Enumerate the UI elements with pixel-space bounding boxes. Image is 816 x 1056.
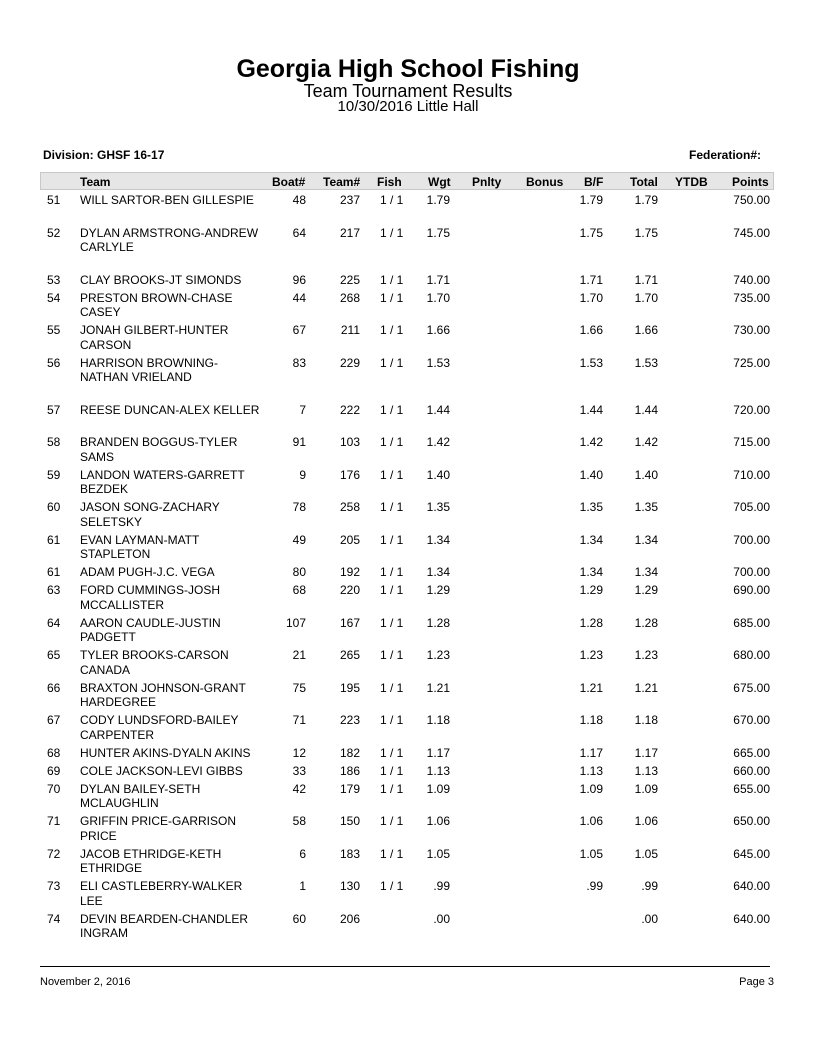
points: 700.00: [733, 565, 770, 579]
points: 640.00: [733, 879, 770, 893]
team-name: CODY LUNDSFORD-BAILEY CARPENTER: [80, 713, 239, 742]
col-bonus: Bonus: [526, 175, 564, 189]
team-name: AARON CAUDLE-JUSTIN PADGETT: [80, 615, 221, 644]
weight: 1.34: [426, 565, 450, 579]
big-fish: 1.40: [579, 467, 603, 482]
team-number: 217: [339, 225, 360, 240]
team-name: DYLAN ARMSTRONG-ANDREW CARLYLE: [80, 225, 259, 254]
boat-number: 42: [292, 781, 306, 796]
points: 650.00: [733, 814, 770, 828]
points: 660.00: [733, 763, 770, 778]
total-weight: 1.06: [634, 814, 658, 828]
big-fish: 1.53: [579, 355, 603, 370]
big-fish: 1.75: [579, 225, 603, 240]
weight: .00: [433, 911, 450, 926]
team-number: 182: [339, 745, 360, 760]
place-cell: 63: [47, 583, 61, 597]
points: 690.00: [733, 583, 770, 597]
fish-count: 1 / 1: [380, 814, 404, 828]
team-number: 167: [339, 615, 360, 630]
weight: 1.28: [426, 615, 450, 630]
total-weight: 1.44: [634, 402, 658, 417]
points: 700.00: [733, 532, 770, 547]
place-cell: 54: [47, 290, 61, 305]
fish-count: 1 / 1: [380, 763, 404, 778]
big-fish: 1.21: [579, 680, 603, 695]
points: 740.00: [733, 272, 770, 287]
team-name: PRESTON BROWN-CHASE CASEY: [80, 290, 233, 319]
team-name: BRANDEN BOGGUS-TYLER SAMS: [80, 435, 238, 464]
table-row: [0, 583, 816, 616]
place-cell: 64: [47, 615, 61, 630]
big-fish: 1.05: [579, 846, 603, 861]
results-table: [0, 193, 816, 944]
team-name: ADAM PUGH-J.C. VEGA: [80, 565, 215, 579]
team-number: 183: [339, 846, 360, 861]
big-fish: .99: [586, 879, 603, 893]
col-team-number: Team#: [323, 175, 361, 189]
total-weight: 1.53: [634, 355, 658, 370]
team-number: 150: [339, 814, 360, 828]
table-row: [0, 533, 816, 566]
place-cell: 60: [47, 500, 61, 514]
points: 685.00: [733, 615, 770, 630]
fish-count: 1 / 1: [380, 500, 404, 514]
points: 640.00: [733, 911, 770, 926]
table-row: [0, 565, 816, 583]
boat-number: 67: [292, 323, 306, 337]
table-row: [0, 273, 816, 291]
table-row: [0, 323, 816, 356]
total-weight: .99: [641, 879, 658, 893]
total-weight: 1.35: [634, 500, 658, 514]
weight: 1.18: [426, 713, 450, 727]
boat-number: 75: [292, 680, 306, 695]
fish-count: 1 / 1: [380, 680, 404, 695]
fish-count: 1 / 1: [380, 225, 404, 240]
col-penalty: Pnlty: [472, 175, 502, 189]
points: 675.00: [733, 680, 770, 695]
boat-number: 33: [292, 763, 306, 778]
big-fish: 1.23: [579, 648, 603, 662]
fish-count: 1 / 1: [380, 272, 404, 287]
big-fish: 1.79: [579, 193, 603, 207]
total-weight: 1.17: [634, 745, 658, 760]
fish-count: 1 / 1: [380, 323, 404, 337]
table-row: [0, 782, 816, 815]
weight: 1.44: [426, 402, 450, 417]
total-weight: 1.75: [634, 225, 658, 240]
team-name: DEVIN BEARDEN-CHANDLER INGRAM: [80, 911, 249, 940]
weight: 1.66: [426, 323, 450, 337]
team-name: COLE JACKSON-LEVI GIBBS: [80, 763, 243, 778]
team-number: 268: [339, 290, 360, 305]
team-name: WILL SARTOR-BEN GILLESPIE: [80, 193, 254, 207]
points: 665.00: [733, 745, 770, 760]
place-cell: 72: [47, 846, 61, 861]
boat-number: 9: [299, 467, 306, 482]
big-fish: 1.29: [579, 583, 603, 597]
weight: 1.79: [426, 193, 450, 207]
points: 705.00: [733, 500, 770, 514]
big-fish: 1.42: [579, 435, 603, 449]
big-fish: 1.18: [579, 713, 603, 727]
fish-count: 1 / 1: [380, 355, 404, 370]
footer-date: November 2, 2016: [40, 976, 131, 988]
points: 735.00: [733, 290, 770, 305]
points: 670.00: [733, 713, 770, 727]
total-weight: 1.70: [634, 290, 658, 305]
boat-number: 21: [292, 648, 306, 662]
points: 645.00: [733, 846, 770, 861]
team-name: GRIFFIN PRICE-GARRISON PRICE: [80, 814, 237, 843]
boat-number: 68: [292, 583, 306, 597]
total-weight: 1.28: [634, 615, 658, 630]
federation-label: Federation#:: [688, 148, 761, 162]
big-fish: 1.09: [579, 781, 603, 796]
big-fish: 1.66: [579, 323, 603, 337]
fish-count: 1 / 1: [380, 745, 404, 760]
big-fish: 1.17: [579, 745, 603, 760]
table-row: [0, 435, 816, 468]
points: 710.00: [733, 467, 770, 482]
place-cell: 71: [47, 814, 61, 828]
place-cell: 51: [47, 193, 61, 207]
place-cell: 74: [47, 911, 61, 926]
team-name: ELI CASTLEBERRY-WALKER LEE: [80, 879, 243, 908]
col-ytdb: YTDB: [675, 175, 708, 189]
big-fish: 1.06: [579, 814, 603, 828]
weight: 1.17: [426, 745, 450, 760]
big-fish: 1.34: [579, 532, 603, 547]
team-number: 225: [339, 272, 360, 287]
team-number: 186: [339, 763, 360, 778]
points: 745.00: [733, 225, 770, 240]
place-cell: 56: [47, 355, 61, 370]
team-name: JACOB ETHRIDGE-KETH ETHRIDGE: [80, 846, 222, 875]
place-cell: 65: [47, 648, 61, 662]
table-row: [0, 746, 816, 764]
weight: 1.06: [426, 814, 450, 828]
fish-count: 1 / 1: [380, 290, 404, 305]
fish-count: 1 / 1: [380, 781, 404, 796]
weight: .99: [433, 879, 450, 893]
table-row: [0, 764, 816, 782]
total-weight: 1.09: [634, 781, 658, 796]
col-total: Total: [630, 175, 658, 189]
place-cell: 68: [47, 745, 61, 760]
weight: 1.70: [426, 290, 450, 305]
boat-number: 1: [299, 879, 306, 893]
weight: 1.40: [426, 467, 450, 482]
table-row: [0, 500, 816, 533]
fish-count: 1 / 1: [380, 615, 404, 630]
team-number: 130: [339, 879, 360, 893]
team-name: LANDON WATERS-GARRETT BEZDEK: [80, 467, 245, 496]
weight: 1.42: [426, 435, 450, 449]
big-fish: 1.34: [579, 565, 603, 579]
fish-count: 1 / 1: [380, 193, 404, 207]
weight: 1.75: [426, 225, 450, 240]
boat-number: 7: [299, 402, 306, 417]
weight: 1.35: [426, 500, 450, 514]
table-row: [0, 291, 816, 324]
total-weight: 1.71: [634, 272, 658, 287]
page-number: Page 3: [739, 976, 774, 988]
table-row: [0, 226, 816, 273]
boat-number: 96: [292, 272, 306, 287]
place-cell: 52: [47, 225, 61, 240]
table-row: [0, 912, 816, 945]
table-row: [0, 468, 816, 501]
place-cell: 61: [47, 532, 61, 547]
boat-number: 71: [292, 713, 306, 727]
team-name: DYLAN BAILEY-SETH MCLAUGHLIN: [80, 781, 201, 810]
team-number: 222: [339, 402, 360, 417]
total-weight: 1.18: [634, 713, 658, 727]
total-weight: 1.79: [634, 193, 658, 207]
table-header: [40, 172, 774, 190]
team-number: 205: [339, 532, 360, 547]
points: 655.00: [733, 781, 770, 796]
big-fish: 1.44: [579, 402, 603, 417]
place-cell: 73: [47, 879, 61, 893]
fish-count: 1 / 1: [380, 583, 404, 597]
col-boat: Boat#: [272, 175, 306, 189]
col-big-fish: B/F: [584, 175, 604, 189]
team-number: 103: [339, 435, 360, 449]
place-cell: 55: [47, 323, 61, 337]
total-weight: 1.23: [634, 648, 658, 662]
points: 725.00: [733, 355, 770, 370]
points: 715.00: [733, 435, 770, 449]
place-cell: 61: [47, 565, 61, 579]
weight: 1.05: [426, 846, 450, 861]
footer-divider: [40, 966, 770, 967]
weight: 1.21: [426, 680, 450, 695]
team-name: HUNTER AKINS-DYALN AKINS: [80, 745, 251, 760]
total-weight: 1.21: [634, 680, 658, 695]
table-row: [0, 356, 816, 403]
report-subtitle: Team Tournament Results: [303, 81, 513, 101]
place-cell: 70: [47, 781, 61, 796]
total-weight: 1.34: [634, 565, 658, 579]
table-row: [0, 879, 816, 912]
team-name: TYLER BROOKS-CARSON CANADA: [80, 648, 229, 677]
total-weight: .00: [641, 911, 658, 926]
team-number: 265: [339, 648, 360, 662]
team-number: 229: [339, 355, 360, 370]
team-name: BRAXTON JOHNSON-GRANT HARDEGREE: [80, 680, 246, 709]
big-fish: 1.13: [579, 763, 603, 778]
big-fish: 1.35: [579, 500, 603, 514]
table-row: [0, 713, 816, 746]
big-fish: 1.28: [579, 615, 603, 630]
points: 730.00: [733, 323, 770, 337]
fish-count: 1 / 1: [380, 532, 404, 547]
total-weight: 1.05: [634, 846, 658, 861]
col-fish: Fish: [377, 175, 402, 189]
place-cell: 67: [47, 713, 61, 727]
boat-number: 83: [292, 355, 306, 370]
team-number: 223: [339, 713, 360, 727]
boat-number: 58: [292, 814, 306, 828]
team-name: EVAN LAYMAN-MATT STAPLETON: [80, 532, 200, 561]
team-number: 176: [339, 467, 360, 482]
place-cell: 66: [47, 680, 61, 695]
table-row: [0, 814, 816, 847]
total-weight: 1.34: [634, 532, 658, 547]
table-row: [0, 847, 816, 880]
report-title: Georgia High School Fishing: [236, 55, 580, 83]
fish-count: 1 / 1: [380, 435, 404, 449]
fish-count: 1 / 1: [380, 648, 404, 662]
big-fish: 1.71: [579, 272, 603, 287]
weight: 1.23: [426, 648, 450, 662]
weight: 1.71: [426, 272, 450, 287]
fish-count: 1 / 1: [380, 846, 404, 861]
table-row: [0, 403, 816, 436]
team-number: 179: [339, 781, 360, 796]
fish-count: 1 / 1: [380, 402, 404, 417]
points: 750.00: [733, 193, 770, 207]
team-name: JASON SONG-ZACHARY SELETSKY: [80, 500, 220, 529]
boat-number: 49: [292, 532, 306, 547]
team-number: 258: [339, 500, 360, 514]
team-name: JONAH GILBERT-HUNTER CARSON: [80, 323, 229, 352]
team-number: 237: [339, 193, 360, 207]
points: 680.00: [733, 648, 770, 662]
team-name: CLAY BROOKS-JT SIMONDS: [80, 272, 242, 287]
team-number: 195: [339, 680, 360, 695]
fish-count: 1 / 1: [380, 467, 404, 482]
total-weight: 1.29: [634, 583, 658, 597]
division-label: Division: GHSF 16-17: [43, 148, 165, 162]
col-team: Team: [80, 175, 111, 189]
boat-number: 6: [299, 846, 306, 861]
fish-count: 1 / 1: [380, 879, 404, 893]
place-cell: 58: [47, 435, 61, 449]
weight: 1.13: [426, 763, 450, 778]
total-weight: 1.40: [634, 467, 658, 482]
col-points: Points: [732, 175, 769, 189]
boat-number: 80: [292, 565, 306, 579]
team-number: 192: [339, 565, 360, 579]
fish-count: 1 / 1: [380, 713, 404, 727]
place-cell: 59: [47, 467, 61, 482]
weight: 1.29: [426, 583, 450, 597]
fish-count: 1 / 1: [380, 565, 404, 579]
team-name: REESE DUNCAN-ALEX KELLER: [80, 402, 260, 417]
boat-number: 78: [292, 500, 306, 514]
boat-number: 44: [292, 290, 306, 305]
table-row: [0, 681, 816, 714]
team-name: HARRISON BROWNING-NATHAN VRIELAND: [80, 355, 218, 384]
boat-number: 12: [292, 745, 306, 760]
boat-number: 60: [292, 911, 306, 926]
boat-number: 48: [292, 193, 306, 207]
table-row: [0, 648, 816, 681]
place-cell: 53: [47, 272, 61, 287]
table-row: [0, 616, 816, 649]
col-weight: Wgt: [428, 175, 451, 189]
place-cell: 69: [47, 763, 61, 778]
team-number: 220: [339, 583, 360, 597]
table-row: [0, 193, 816, 226]
team-number: 211: [340, 323, 360, 337]
weight: 1.09: [426, 781, 450, 796]
big-fish: 1.70: [579, 290, 603, 305]
boat-number: 91: [292, 435, 306, 449]
boat-number: 64: [292, 225, 306, 240]
total-weight: 1.13: [634, 763, 658, 778]
boat-number: 107: [285, 615, 306, 630]
weight: 1.53: [426, 355, 450, 370]
team-name: FORD CUMMINGS-JOSH MCCALLISTER: [80, 583, 220, 612]
place-cell: 57: [47, 402, 61, 417]
team-number: 206: [339, 911, 360, 926]
total-weight: 1.66: [634, 323, 658, 337]
total-weight: 1.42: [634, 435, 658, 449]
weight: 1.34: [426, 532, 450, 547]
points: 720.00: [733, 402, 770, 417]
event-date-location: 10/30/2016 Little Hall: [337, 98, 479, 115]
